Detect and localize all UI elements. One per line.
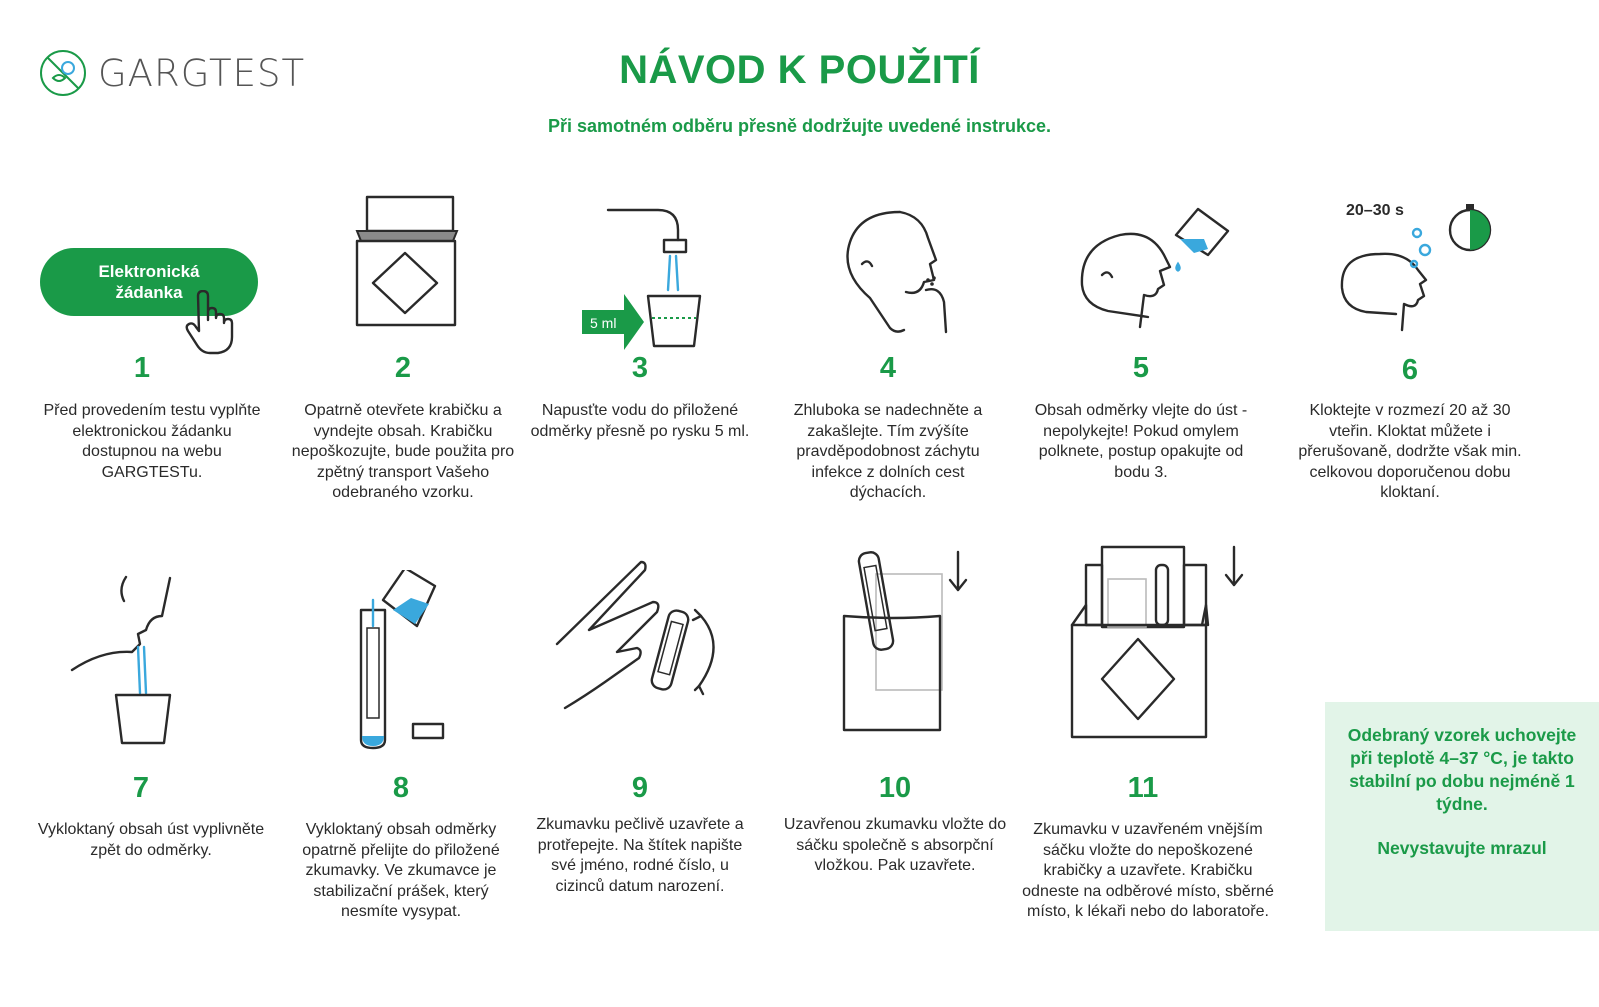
step-number-8: 8 bbox=[392, 772, 410, 804]
brand-name: GARGTEST bbox=[98, 51, 306, 95]
storage-note-warning: Nevystavujte mrazul bbox=[1377, 838, 1547, 858]
volume-label: 5 ml bbox=[590, 315, 617, 331]
step-text-4: Zhluboka se nadechněte a zakašlejte. Tím zvýšíte pravděpodobnost záchytu infekce z dolních cest dýchacích. bbox=[793, 402, 983, 501]
step-number-2: 2 bbox=[394, 352, 412, 384]
step-number-6: 6 bbox=[1401, 354, 1419, 386]
drinking-person-icon bbox=[1080, 205, 1230, 335]
step-text-11: Zkumavku v uzavřeném vnějším sáčku vložte do nepoškozené krabičky a uzavřete. Krabičku odneste na odběrové místo, sběrné místo, k lékaři nebo do laboratoře. bbox=[1022, 821, 1274, 920]
pouring-into-tube-icon bbox=[355, 570, 455, 750]
gargling-person-icon bbox=[1340, 200, 1500, 335]
step-number-4: 4 bbox=[879, 352, 897, 384]
step-number-10: 10 bbox=[878, 772, 912, 804]
storage-note-text: Odebraný vzorek uchovejte při teplotě 4–37 °C, je takto stabilní po dobu nejméně 1 týdne. bbox=[1347, 725, 1577, 814]
step-text-6: Kloktejte v rozmezí 20 až 30 vteřin. Kloktat můžete i přerušovaně, dodržte však min. celkovou doporučenou dobu kloktaní. bbox=[1298, 402, 1522, 501]
step-text-1: Před provedením testu vyplňte elektronickou žádanku dostupnou na webu GARGTESTu. bbox=[43, 402, 261, 481]
step-number-5: 5 bbox=[1132, 352, 1150, 384]
pointing-hand-icon bbox=[180, 290, 240, 356]
step-text-8: Vykloktaný obsah odměrky opatrně přelijte do přiložené zkumavky. Ve zkumavce je stabilizační prášek, který nesmíte vysypat. bbox=[302, 821, 500, 920]
bag-with-tube-icon bbox=[840, 550, 970, 740]
page-title: NÁVOD K POUŽITÍ bbox=[619, 48, 980, 92]
timer-label: 20–30 s bbox=[1346, 202, 1404, 219]
step-text-7: Vykloktaný obsah úst vyplivněte zpět do odměrky. bbox=[37, 821, 265, 859]
step-text-5: Obsah odměrky vlejte do úst - nepolykejte! Pokud omylem polknete, postup opakujte od bodu 3. bbox=[1034, 402, 1248, 481]
page-subtitle: Při samotném odběru přesně dodržujte uvedené instrukce. bbox=[547, 116, 1052, 136]
step-text-9: Zkumavku pečlivě uzavřete a protřepejte. Na štítek napište své jméno, rodné číslo, u cizinců datum narození. bbox=[536, 816, 744, 895]
step-number-3: 3 bbox=[631, 352, 649, 384]
step-text-2: Opatrně otevřete krabičku a vyndejte obsah. Krabičku nepoškozujte, bude použita pro zpětný transport Vašeho odebraného vzorku. bbox=[291, 402, 515, 501]
shaking-tube-icon bbox=[555, 560, 725, 725]
step-text-3: Napusťte vodu do přiložené odměrky přesně po rysku 5 ml. bbox=[530, 402, 750, 440]
step-number-9: 9 bbox=[631, 772, 649, 804]
box-with-bag-icon bbox=[1070, 545, 1250, 745]
step-text-10: Uzavřenou zkumavku vložte do sáčku společně s absorpční vložkou. Pak uzavřete. bbox=[783, 816, 1007, 874]
step-number-1: 1 bbox=[133, 352, 151, 384]
box-icon bbox=[355, 195, 460, 330]
storage-note bbox=[1325, 702, 1599, 931]
faucet-cup-icon bbox=[580, 200, 710, 350]
electronic-request-button[interactable]: Elektronická žádanka bbox=[40, 248, 258, 316]
step-number-7: 7 bbox=[132, 772, 150, 804]
spitting-person-icon bbox=[70, 575, 180, 750]
coughing-person-icon bbox=[840, 208, 950, 336]
step-number-11: 11 bbox=[1127, 772, 1159, 804]
